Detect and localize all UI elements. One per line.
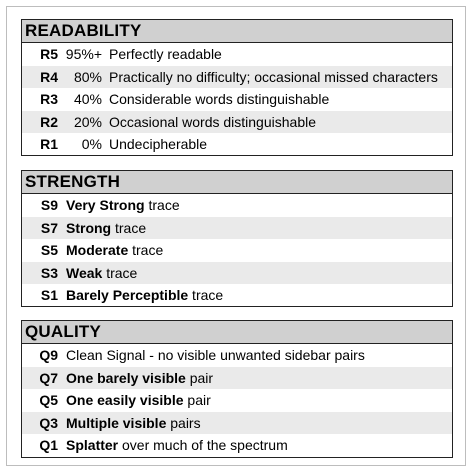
quality-suffix: pairs: [166, 414, 201, 431]
strength-code: S1: [40, 287, 58, 304]
strength-level: Moderate: [66, 242, 129, 259]
quality-table: [21, 320, 453, 458]
strength-row: [22, 217, 452, 240]
strength-suffix: trace: [188, 287, 224, 304]
strength-suffix: trace: [102, 264, 138, 281]
strength-title: STRENGTH: [22, 171, 452, 194]
readability-row: [22, 111, 452, 134]
quality-suffix: Clean Signal - no visible unwanted sidebar pairs: [66, 347, 365, 363]
readability-percent: 40%: [73, 91, 102, 108]
strength-description: [58, 262, 452, 285]
readability-code: R4: [40, 68, 58, 85]
quality-level: One easily visible: [66, 392, 184, 409]
strength-row: [22, 194, 452, 217]
quality-code: Q9: [39, 347, 58, 363]
quality-level: One barely visible: [66, 369, 186, 386]
readability-percent: 95%+: [65, 46, 102, 62]
strength-suffix: trace: [128, 242, 164, 259]
readability-table: [21, 19, 453, 156]
quality-level: Multiple visible: [66, 414, 167, 431]
readability-code: R5: [40, 46, 58, 62]
quality-row: [22, 434, 452, 457]
quality-code: Q1: [39, 437, 58, 454]
strength-level: Strong: [66, 219, 112, 236]
readability-percent: 0%: [81, 136, 102, 153]
strength-row: [22, 239, 452, 262]
readability-row: [22, 43, 452, 66]
strength-level: Very Strong: [66, 197, 145, 213]
quality-description: [58, 389, 452, 412]
quality-description: [58, 412, 452, 435]
strength-level: Barely Perceptible: [66, 287, 189, 304]
quality-description: [58, 367, 452, 390]
readability-code: R3: [40, 91, 58, 108]
strength-code: S7: [40, 219, 58, 236]
strength-description: [58, 217, 452, 240]
strength-description: [58, 284, 452, 307]
quality-title: QUALITY: [22, 321, 452, 344]
quality-row: [22, 344, 452, 367]
readability-description: Undecipherable: [109, 136, 208, 153]
strength-description: [58, 194, 452, 217]
quality-row: [22, 389, 452, 412]
strength-row: [22, 284, 452, 307]
quality-code: Q5: [39, 392, 58, 409]
quality-suffix: over much of the spectrum: [118, 437, 288, 454]
readability-code: R2: [40, 113, 58, 130]
quality-code: Q7: [39, 369, 58, 386]
readability-percent: 20%: [73, 113, 102, 130]
quality-description: [58, 434, 452, 457]
strength-description: [58, 239, 452, 262]
strength-suffix: trace: [144, 197, 180, 213]
quality-suffix: pair: [185, 369, 214, 386]
readability-percent: 80%: [73, 68, 102, 85]
readability-row: [22, 133, 452, 156]
strength-row: [22, 262, 452, 285]
strength-level: Weak: [66, 264, 103, 281]
quality-row: [22, 367, 452, 390]
quality-level: Splatter: [66, 437, 119, 454]
readability-row: [22, 88, 452, 111]
readability-description: Perfectly readable: [109, 46, 222, 62]
strength-code: S5: [40, 242, 58, 259]
strength-suffix: trace: [111, 219, 147, 236]
quality-suffix: pair: [183, 392, 211, 409]
readability-description: Occasional words distinguishable: [109, 113, 316, 130]
strength-table: [21, 170, 453, 307]
readability-description: Considerable words distinguishable: [109, 91, 330, 108]
readability-row: [22, 66, 452, 89]
readability-description: Practically no difficulty; occasional missed characters: [109, 68, 438, 85]
strength-code: S3: [40, 264, 58, 281]
quality-code: Q3: [39, 414, 58, 431]
quality-row: [22, 412, 452, 435]
readability-title: READABILITY: [22, 20, 452, 43]
quality-description: [58, 344, 452, 367]
strength-code: S9: [40, 197, 58, 213]
readability-code: R1: [40, 136, 58, 153]
